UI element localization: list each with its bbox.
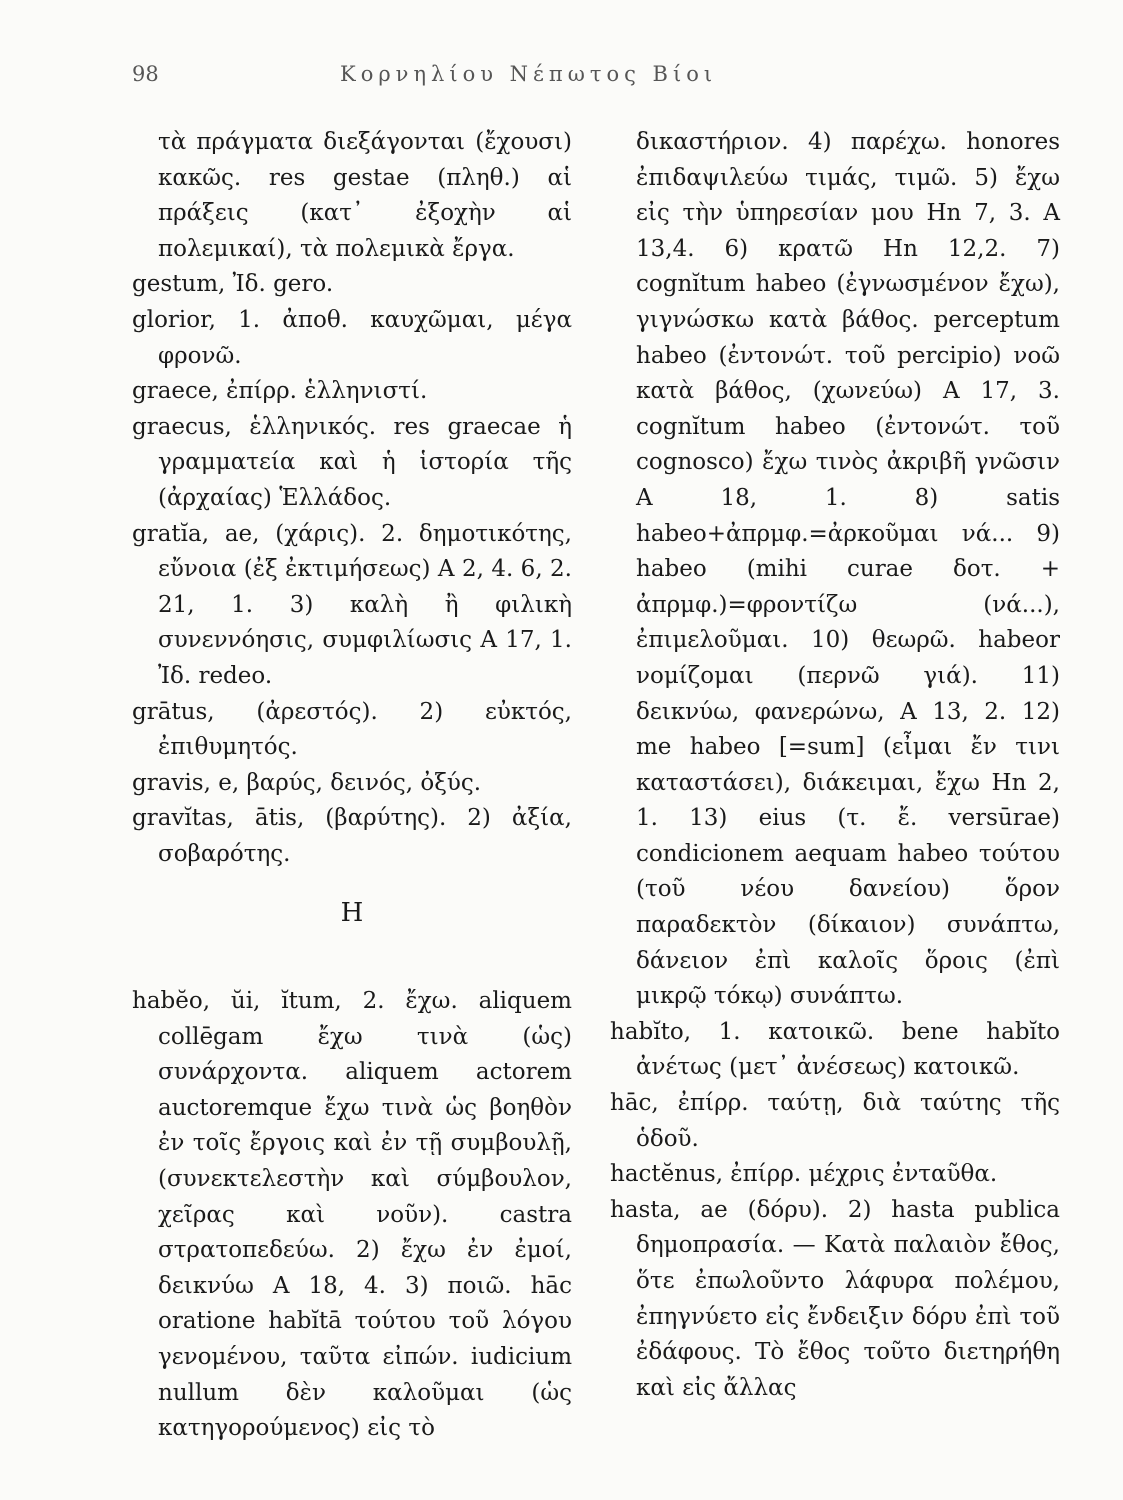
dictionary-entry: δικαστήριον. 4) παρέχω. honores ἐπιδαψιλεύω τιμάς, τιμῶ. 5) ἔχω εἰς τὴν ὑπηρεσίαν μου Ηn 7, 3. Α 13,4. 6) κρατῶ Ηn 12,2. 7) cognĭtum habeo (ἐγνωσμένον ἔχω), γιγνώσκω κατὰ βάθος. perceptum habeo (ἐντονώτ. τοῦ percipio) νοῶ κατὰ βάθος, (χωνεύω) Α 17, 3. cognĭtum habeo (ἐντονώτ. τοῦ cognosco) ἔχω τινὸς ἀκριβῆ γνῶσιν Α 18, 1. 8) satis habeo+ἀπρμφ.=ἀρκοῦμαι νά... 9) habeo (mihi curae δοτ. + ἀπρμφ.)=φροντίζω (νά...), ἐπιμελοῦμαι. 10) θεωρῶ. habeor νομίζομαι (περνῶ γιά). 11) δεικνύω, φανερώνω, Α 13, 2. 12) me habeo [=sum] (εἶμαι ἔν τινι καταστάσει), διάκειμαι, ἔχω Ηn 2, 1. 13) eius (τ. ἔ. versūrae) condicionem aequam habeo τούτου (τοῦ νέου δανείου) ὅρον παραδεκτὸν (δίκαιον) συνάπτω, δάνειον ἐπὶ καλοῖς ὅροις (ἐπὶ μικρῷ τόκῳ) συνάπτω. [636, 129, 1060, 1010]
dictionary-entry: gravĭtas, ātis, (βαρύτης). 2) ἀξία, σοβαρότης. [132, 805, 572, 867]
dictionary-entry: graece, ἐπίρρ. ἑλληνιστί. [132, 378, 428, 405]
dictionary-entry: habĭto, 1. κατοικῶ. bene habĭto ἀνέτως (μετ᾽ ἀνέσεως) κατοικῶ. [610, 1018, 1060, 1081]
dictionary-entry: hactĕnus, ἐπίρρ. μέχρις ἐνταῦθα. [610, 1161, 998, 1188]
section-letter: Η [340, 898, 364, 929]
dictionary-entry: τὰ πράγματα διεξάγονται (ἔχουσι) κακῶς. res gestae (πληθ.) αἱ πράξεις (κατ᾽ ἐξοχὴν αἱ πολεμικαί), τὰ πολεμικὰ ἔργα. [158, 129, 572, 262]
right-column [610, 125, 1060, 1406]
dictionary-entry: grātus, (ἀρεστός). 2) εὐκτός, ἐπιθυμητός. [132, 698, 572, 761]
left-column [132, 125, 572, 1447]
page-number: 98 [132, 62, 159, 86]
running-title: Κορνηλίου Νέπωτος Βίοι [340, 62, 718, 86]
dictionary-entry: gravis, e, βαρύς, δεινός, ὀξύς. [132, 769, 482, 796]
dictionary-entry: habĕo, ŭi, ĭtum, 2. ἔχω. aliquem collēgam ἔχω τινὰ (ὡς) συνάρχοντα. aliquem actorem auctoremque ἔχω τινὰ ὡς βοηθὸν ἐν τοῖς ἔργοις καὶ ἐν τῇ συμβουλῇ, (συνεκτελεστὴν καὶ σύμβουλον, χεῖρας καὶ νοῦν). castra στρατοπεδεύω. 2) ἔχω ἐν ἐμοί, δεικνύω Α 18, 4. 3) ποιῶ. hāc oratione habĭtā τούτου τοῦ λόγου γενομένου, ταῦτα εἰπών. iudicium nullum δὲν καλοῦμαι (ὡς κατηγορούμενος) εἰς τὸ [132, 988, 572, 1442]
dictionary-entry: gratĭa, ae, (χάρις). 2. δημοτικότης, εὔνοια (ἐξ ἐκτιμήσεως) Α 2, 4. 6, 2. 21, 1. 3) καλὴ ἢ φιλικὴ συνεννόησις, συμφιλίωσις Α 17, 1. Ἰδ. redeo. [132, 520, 572, 689]
dictionary-entry: graecus, ἑλληνικός. res graecae ἡ γραμματεία καὶ ἡ ἱστορία τῆς (ἀρχαίας) Ἑλλάδος. [132, 413, 572, 511]
dictionary-entry: hasta, ae (δόρυ). 2) hasta publica δημοπρασία. — Κατὰ παλαιὸν ἔθος, ὅτε ἐπωλοῦντο λάφυρα πολέμου, ἐπηγνύετο εἰς ἔνδειξιν δόρυ ἐπὶ τοῦ ἐδάφους. Τὸ ἔθος τοῦτο διετηρήθη καὶ εἰς ἄλλας [610, 1196, 1060, 1401]
dictionary-entry: hāc, ἐπίρρ. ταύτῃ, διὰ ταύτης τῆς ὁδοῦ. [610, 1090, 1060, 1152]
dictionary-entry: gestum, Ἰδ. gero. [132, 271, 334, 298]
dictionary-entry: glorior, 1. ἀποθ. καυχῶμαι, μέγα φρονῶ. [132, 306, 572, 369]
page-header [0, 62, 1123, 92]
